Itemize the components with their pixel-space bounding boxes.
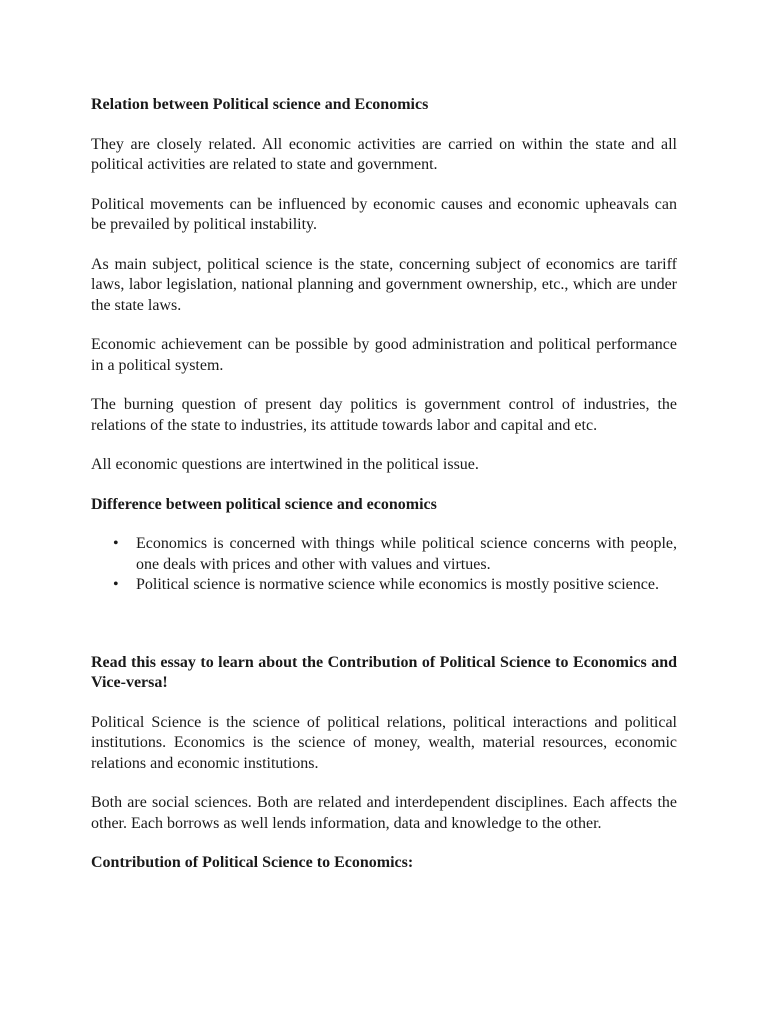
section-heading-relation: Relation between Political science and Economics (91, 96, 429, 113)
paragraph-5: The burning question of present day politics is government control of industries, the relations of the state to industries, its attitude towards labor and capital and etc. (91, 396, 677, 434)
bullet-icon: • (113, 535, 119, 552)
paragraph-3: As main subject, political science is the state, concerning subject of economics are tariff laws, labor legislation, national planning and government ownership, etc., which are under the state laws. (91, 255, 677, 314)
paragraph-7: Political Science is the science of political relations, political interactions and political institutions. Economics is the science of money, wealth, material resources, economic relations and economic institutions. (91, 713, 677, 772)
paragraph-8: Both are social sciences. Both are related and interdependent disciplines. Each affects the other. Each borrows as well lends information, data and knowledge to the other. (91, 794, 677, 832)
section-heading-difference: Difference between political science and economics (91, 495, 437, 513)
paragraph-6: All economic questions are intertwined in the political issue. (91, 456, 479, 473)
bullet-icon: • (113, 576, 119, 593)
section-heading-contribution: Contribution of Political Science to Economics: (91, 854, 414, 871)
vertical-spacer (91, 596, 677, 653)
paragraph-2: Political movements can be influenced by economic causes and economic upheavals can be prevailed by political instability. (91, 195, 677, 233)
list-item-text: Political science is normative science while economics is mostly positive science. (136, 576, 659, 593)
section-heading-essay-intro: Read this essay to learn about the Contribution of Political Science to Economics and Vice-versa! (91, 653, 677, 691)
paragraph-4: Economic achievement can be possible by good administration and political performance in a political system. (91, 336, 677, 374)
list-item-text: Economics is concerned with things while political science concerns with people, one deals with prices and other with values and virtues. (136, 535, 677, 573)
list-item (91, 534, 677, 575)
list-item (91, 575, 677, 596)
paragraph-1: They are closely related. All economic activities are carried on within the state and all political activities are related to state and government. (91, 135, 677, 173)
document-page (91, 95, 677, 893)
difference-bullet-list (91, 534, 677, 596)
